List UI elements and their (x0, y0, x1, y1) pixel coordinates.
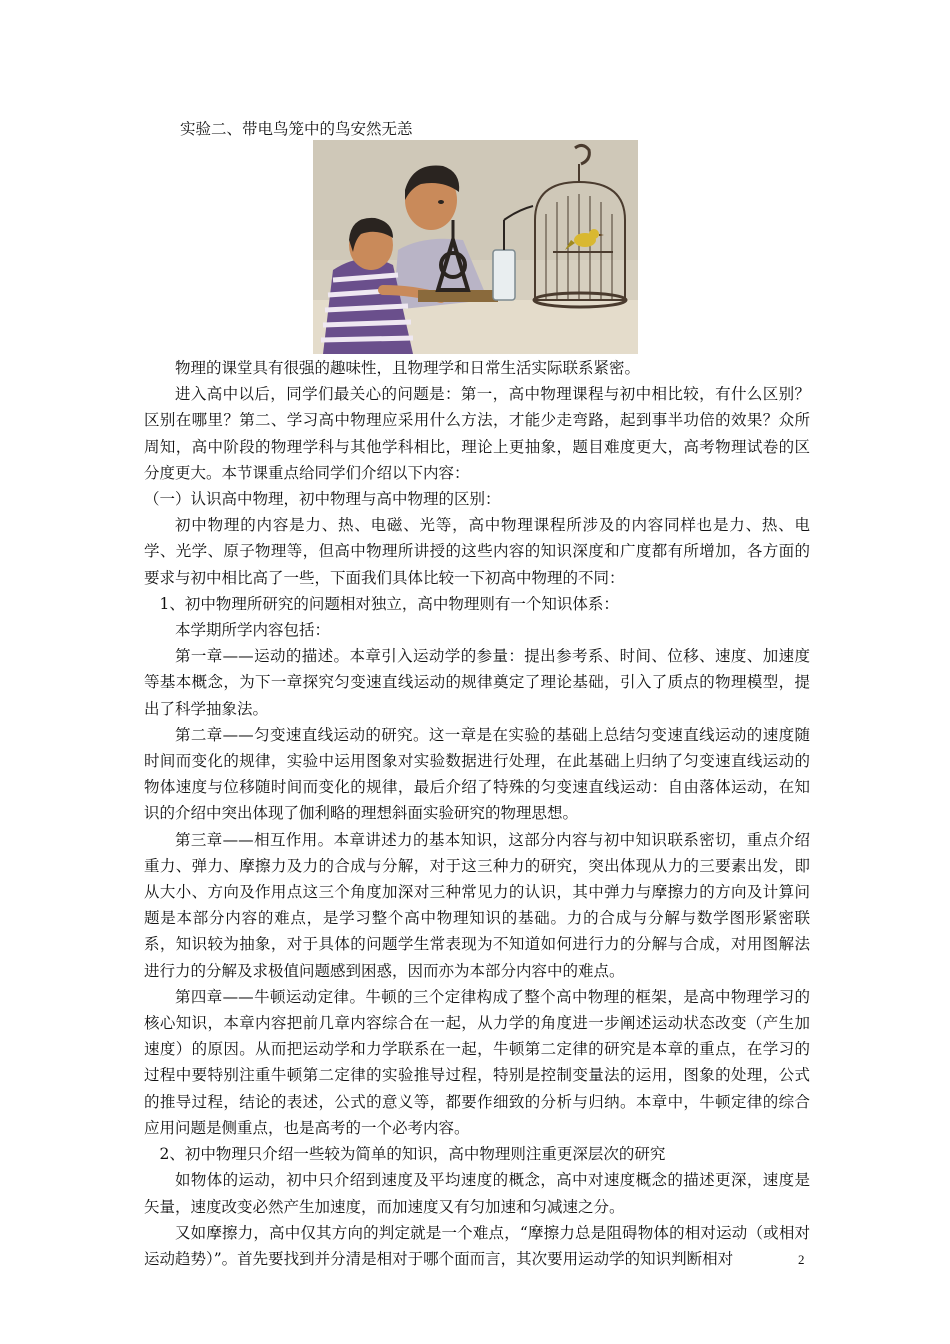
paragraph: 本学期所学内容包括： (175, 621, 331, 640)
chapter-paragraph: 第一章——运动的描述。本章引入运动学的参量：提出参考系、时间、位移、速度、加速度等基本概念，为下一章探究匀变速直线运动的规律奠定了理论基础，引入了质点的物理模型，提出了科学抽象法。 (144, 647, 810, 718)
chapter-paragraph: 第二章——匀变速直线运动的研究。这一章是在实验的基础上总结匀变速直线运动的速度随时间而变化的规律，实验中运用图象对实验数据进行处理，在此基础上归纳了匀变速直线运动的物体速度与位移随时间而变化的规律，最后介绍了特殊的匀变速直线运动：自由落体运动，在知识的介绍中突出体现了伽利略的理想斜面实验研究的物理思想。 (144, 725, 810, 823)
page-number: 2 (798, 1252, 805, 1267)
section-subheading: （一）认识高中物理，初中物理与高中物理的区别： (144, 490, 501, 509)
paragraph: 物理的课堂具有很强的趣味性，且物理学和日常生活实际联系紧密。 (175, 359, 641, 377)
paragraph: 进入高中以后，同学们最关心的问题是：第一，高中物理课程与初中相比较，有什么区别？区别在哪里？第二、学习高中物理应采用什么方法，才能少走弯路，起到事半功倍的效果？众所周知，高中阶段的物理学科与其他学科相比，理论上更抽象，题目难度更大，高考物理试卷的区分度更大。本节课重点给同学们介绍以下内容： (144, 385, 810, 482)
chapter-paragraph: 第四章——牛顿运动定律。牛顿的三个定律构成了整个高中物理的框架，是高中物理学习的核心知识，本章内容把前几章内容综合在一起，从力学的角度进一步阐述运动状态改变（产生加速度）的原因。从而把运动学和力学联系在一起，牛顿第二定律的研究是本章的重点，在学习的过程中要特别注重牛顿第二定律的实验推导过程，特别是控制变量法的运用，图象的处理，公式的推导过程，结论的表述，公式的意义等，都要作细致的分析与归纳。本章中，牛顿定律的综合应用问题是侧重点，也是高考的一个必考内容。 (144, 987, 810, 1137)
body-text (144, 355, 810, 1272)
paragraph: 初中物理的内容是力、热、电磁、光等，高中物理课程所涉及的内容同样也是力、热、电学、光学、原子物理等，但高中物理所讲授的这些内容的知识深度和广度都有所增加，各方面的要求与初中相比高了一些，下面我们具体比较一下初高中物理的不同： (144, 516, 810, 587)
section-heading: 实验二、带电鸟笼中的鸟安然无恙 (180, 120, 413, 138)
experiment-illustration (313, 140, 638, 354)
chapter-paragraph: 第三章——相互作用。本章讲述力的基本知识，这部分内容与初中知识联系密切，重点介绍重力、弹力、摩擦力及力的合成与分解，对于这三种力的研究，突出体现从力的三要素出发，即从大小、方向及作用点这三个角度加深对三种常见力的认识，其中弹力与摩擦力的方向及计算问题是本部分内容的难点，是学习整个高中物理知识的基础。力的合成与分解与数学图形紧密联系，知识较为抽象，对于具体的问题学生常表现为不知道如何进行力的分解与合成，对用图解法进行力的分解及求极值问题感到困惑，因而亦为本部分内容中的难点。 (144, 830, 810, 980)
paragraph: 如物体的运动，初中只介绍到速度及平均速度的概念，高中对速度概念的描述更深，速度是矢量，速度改变必然产生加速度，而加速度又有匀加速和匀减速之分。 (144, 1171, 810, 1216)
illustration-boys-with-birdcage-icon (313, 140, 638, 354)
numbered-point: 2、初中物理只介绍一些较为简单的知识，高中物理则注重更深层次的研究 (159, 1145, 666, 1164)
paragraph: 又如摩擦力，高中仅其方向的判定就是一个难点，“摩擦力总是阻碍物体的相对运动（或相对运动趋势）”。首先要找到并分清是相对于哪个面而言，其次要用运动学的知识判断相对 (144, 1223, 810, 1268)
numbered-point: 1、初中物理所研究的问题相对独立，高中物理则有一个知识体系： (159, 594, 619, 613)
